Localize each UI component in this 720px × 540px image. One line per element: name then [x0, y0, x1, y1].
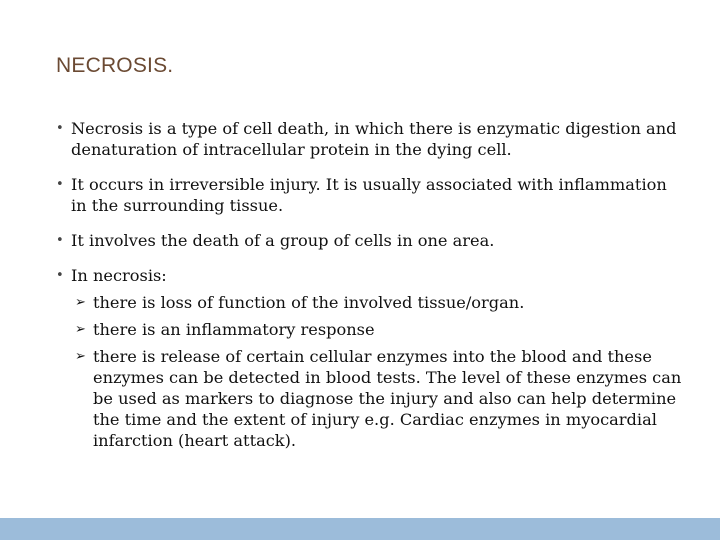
bullet-item: [56, 174, 686, 216]
sub-bullet-list: [75, 292, 686, 451]
bullet-marker: •: [56, 268, 64, 283]
footer-bar: [0, 518, 720, 540]
arrow-bullet-icon: ➢: [75, 295, 86, 310]
sub-bullet-item: [75, 346, 686, 451]
arrow-bullet-icon: ➢: [75, 322, 86, 337]
bullet-item: [56, 265, 686, 451]
bullet-text: It involves the death of a group of cells in one area.: [71, 231, 495, 250]
bullet-text: In necrosis:: [71, 266, 167, 285]
bullet-item: [56, 118, 686, 160]
sub-bullet-text: there is an inflammatory response: [93, 320, 375, 339]
sub-bullet-item: [75, 292, 686, 313]
bullet-item: [56, 230, 686, 251]
bullet-marker: •: [56, 121, 64, 136]
sub-bullet-text: there is release of certain cellular enzymes into the blood and these enzymes can be detected in blood tests. The level of these enzymes can be used as markers to diagnose the injury and also can help determine the time and the extent of injury e.g. Cardiac enzymes in myocardial infarction (heart attack).: [93, 347, 682, 450]
sub-bullet-item: [75, 319, 686, 340]
slide-content: [56, 118, 686, 465]
slide-title: NECROSIS.: [56, 54, 174, 77]
bullet-text: It occurs in irreversible injury. It is usually associated with inflammation in the surrounding tissue.: [71, 175, 667, 215]
bullet-marker: •: [56, 233, 64, 248]
bullet-text: Necrosis is a type of cell death, in which there is enzymatic digestion and denaturation of intracellular protein in the dying cell.: [71, 119, 677, 159]
sub-bullet-text: there is loss of function of the involved tissue/organ.: [93, 293, 525, 312]
arrow-bullet-icon: ➢: [75, 349, 86, 364]
bullet-marker: •: [56, 177, 64, 192]
